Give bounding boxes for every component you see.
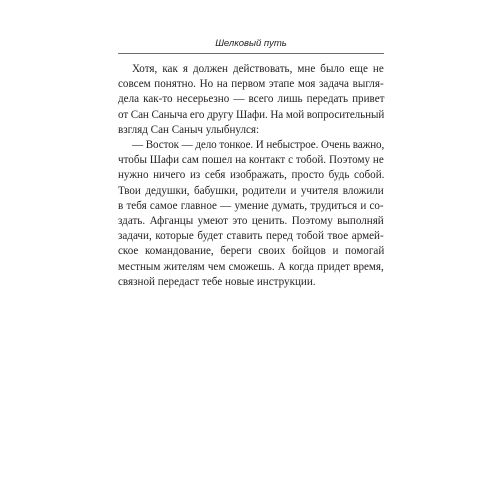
text-line: Хотя, как я должен действовать, мне было еще не	[132, 63, 384, 75]
text-line: дела как-то несерьезно — всего лишь передать привет	[118, 93, 385, 106]
header-rule	[118, 53, 384, 54]
text-line: — Восток — дело тонкое. И небыстрое. Очень важно,	[132, 139, 385, 152]
text-line: совсем понятно. Но на первом этапе моя задача выгля-	[118, 78, 384, 91]
text-line: нужно ничего из себя изображать, просто будь собой.	[118, 169, 385, 182]
text-line: задачи, которые будет ставить перед тобой твое армей-	[118, 230, 384, 243]
text-line: ское командование, береги своих бойцов и помогай	[118, 245, 385, 258]
text-line: здать. Афганцы умеют это ценить. Поэтому выполняй	[118, 215, 384, 228]
text-line: взгляд Сан Саныч улыбнулся:	[118, 123, 260, 136]
text-line: чтобы Шафи сам пошел на контакт с тобой. Поэтому не	[118, 154, 384, 167]
text-line: связной передаст тебе новые инструкции.	[118, 275, 316, 288]
running-title: Шелковый путь	[215, 38, 287, 49]
text-line: от Сан Саныча его другу Шафи. На мой вопросительный	[118, 108, 385, 121]
text-line: в тебя самое главное — умение думать, трудиться и со-	[118, 199, 384, 212]
text-line: местным жителям чем сможешь. А когда придет время,	[118, 260, 384, 273]
text-line: Твои дедушки, бабушки, родители и учителя вложили	[118, 184, 384, 197]
body-text	[118, 62, 384, 290]
